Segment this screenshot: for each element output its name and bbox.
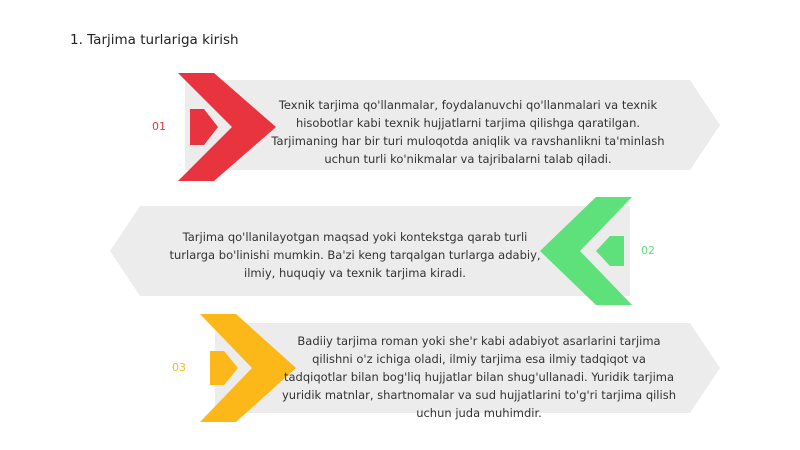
item-text-1: Texnik tarjima qo'llanmalar, foydalanuvchi qo'llanmalari va texnik hisobotlar kabi texnik hujjatlarni tarjima qilishga qaratilgan. Tarjimaning har bir turi muloqotda aniqlik va ravshanlikni ta'minlash uchun turli ko'nikmalar va tajribalarni talab qiladi. [271, 98, 665, 166]
slide-title: 1. Tarjima turlariga kirish [70, 32, 239, 48]
item-text-2: Tarjima qo'llanilayotgan maqsad yoki kontekstga qarab turli turlarga bo'linishi mumkin. Ba'zi keng tarqalgan turlarga adabiy, ilmiy, huquqiy va texnik tarjima kiradi. [169, 230, 541, 280]
item-number-1: 01 [152, 120, 166, 133]
item-text-3: Badiiy tarjima roman yoki she'r kabi adabiyot asarlarini tarjima qilishni o'z ichiga oladi, ilmiy tarjima esa ilmiy tadqiqot va tadqiqotlar bilan bog'liq hujjatlar bilan shug'ullanadi. Yuridik tarjima yuridik matnlar, shartnomalar va sud hujjatlarini to'g'ri tarjima qilish uchun juda muhimdir. [282, 334, 676, 420]
item-number-3: 03 [172, 361, 186, 374]
item-number-2: 02 [641, 244, 655, 257]
